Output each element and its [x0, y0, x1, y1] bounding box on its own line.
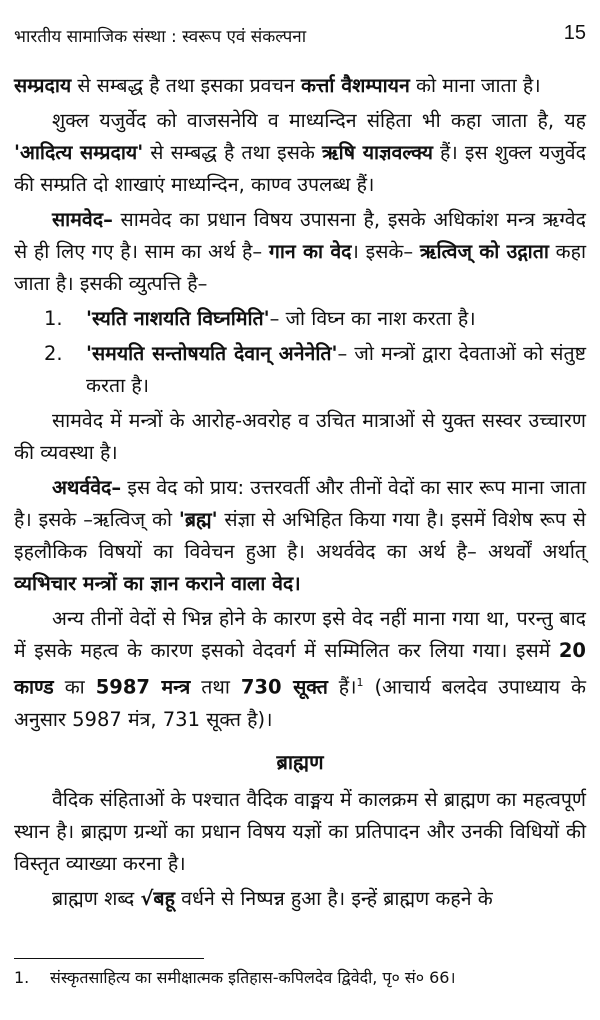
bold-term: कर्त्ता वैशम्पायन	[300, 74, 410, 97]
bold-term: 730 सूक्त	[240, 675, 328, 699]
bold-term: सम्प्रदाय	[14, 74, 72, 97]
footnote-text: संस्कृतसाहित्य का समीक्षात्मक इतिहास-कपिलदेव द्विवेदी, पृ० सं० 66।	[50, 968, 456, 987]
text-run: सामवेद का प्रधान विषय उपासना है, इसके अधिकांश मन्त्र ऋग्वेद से ही लिए गए है। साम का अर्थ है–	[14, 208, 586, 263]
text-run: कहा जाता है। इसकी व्युत्पत्ति है–	[14, 240, 586, 295]
bold-term: गान का वेद	[268, 240, 352, 263]
paragraph: वैदिक संहिताओं के पश्चात वैदिक वाङ्मय में कालक्रम से ब्राह्मण का महत्वपूर्ण स्थान है। ब्राह्मण ग्रन्थों का प्रधान विषय यज्ञों का प्रतिपादन और उनकी विधियों की विस्तृत व्याख्या करना है।	[14, 787, 586, 875]
footnote-marker: 1	[356, 676, 364, 689]
bold-term: 'समयति सन्तोषयति देवान् अनेनेति'	[86, 342, 338, 365]
text-run: इस वेद को प्राय: उत्तरवर्ती और तीनों वेदों का सार रूप माना जाता है। इसके –ऋत्विज् को	[14, 476, 586, 531]
page-body	[14, 70, 586, 918]
running-header	[14, 24, 586, 50]
section-heading: ब्राह्मण	[276, 749, 324, 774]
list-number: 2.	[44, 342, 63, 365]
text-run: से सम्बद्ध है तथा इसका प्रवचन	[71, 74, 301, 97]
text-run: हैं।	[327, 675, 357, 699]
text-run: शुक्ल यजुर्वेद को वाजसनेयि व माध्यन्दिन संहिता भी कहा जाता है, यह	[52, 109, 586, 132]
bold-term: 'आदित्य सम्प्रदाय'	[14, 141, 144, 164]
paragraph: सामवेद में मन्त्रों के आरोह-अवरोह व उचित मात्राओं से युक्त सस्वर उच्चारण की व्यवस्था है।	[14, 409, 586, 464]
text-run: हैं। इस शुक्ल यजुर्वेद की सम्प्रति दो शाखाएं माध्यन्दिन, काण्व उपलब्ध हैं।	[14, 141, 586, 196]
text-run: से सम्बद्ध है तथा इसके	[143, 141, 323, 164]
paragraph	[14, 883, 586, 915]
footnote-number: 1.	[14, 968, 30, 987]
list-item	[14, 303, 586, 335]
header-title: भारतीय सामाजिक संस्था : स्वरूप एवं संकल्पना	[14, 27, 307, 47]
bold-term: 5987 मन्त्र	[95, 675, 191, 699]
bold-term: 'स्यति नाशयति विघ्नमिति'	[86, 307, 270, 330]
text-run: तथा	[190, 675, 241, 699]
footnote	[14, 966, 586, 990]
text-run: – जो मन्त्रों द्वारा देवताओं को संतुष्ट करता है।	[86, 342, 586, 397]
bold-term: व्यभिचार मन्त्रों का ज्ञान कराने वाला वेद।	[14, 572, 301, 595]
bold-term: 20 काण्ड	[14, 639, 586, 699]
text-run: अन्य तीनों वेदों से भिन्न होने के कारण इसे वेद नहीं माना गया था, परन्तु बाद में इसके महत्व के कारण इसको वेदवर्ग में सम्मिलित कर लिया गया। इसमें	[14, 607, 586, 662]
paragraph	[14, 70, 586, 102]
paragraph	[14, 603, 586, 736]
bold-term: ऋषि याज्ञवल्क्य	[322, 141, 433, 164]
text-run: संज्ञा से अभिहित किया गया है। इसमें विशेष रूप से इहलौकिक विषयों का विवेचन हुआ है। अथर्ववेद का अर्थ है– अथर्वों अर्थात्	[14, 508, 586, 563]
bold-term: अथर्ववेद–	[52, 476, 122, 499]
bold-term: ऋत्विज् को उद्गाता	[419, 240, 549, 263]
list-text	[86, 303, 586, 335]
footnote-divider	[14, 958, 204, 959]
paragraph-samaveda	[14, 204, 586, 300]
list-text	[86, 338, 586, 402]
paragraph	[14, 105, 586, 201]
list-number: 1.	[44, 307, 63, 330]
bold-term: सामवेद–	[52, 208, 113, 231]
text-run: (आचार्य बलदेव उपाध्याय के अनुसार 5987 मंत्र, 731 सूक्त है)।	[14, 675, 586, 731]
text-run: को माना जाता है।	[409, 74, 541, 97]
text-run: । इसके–	[351, 240, 420, 263]
text-run: वर्धने से निष्पन्न हुआ है। इन्हें ब्राह्मण कहने के	[174, 886, 493, 910]
paragraph-atharvaveda	[14, 472, 586, 600]
text-run: ब्राह्मण शब्द	[52, 886, 141, 910]
list-item	[14, 338, 586, 402]
bold-term: 'ब्रह्म'	[178, 508, 218, 531]
text-run: का	[53, 675, 96, 699]
page-number: 15	[563, 22, 586, 44]
text-run: – जो विघ्न का नाश करता है।	[269, 307, 476, 330]
bold-term: √बहू	[140, 886, 175, 910]
